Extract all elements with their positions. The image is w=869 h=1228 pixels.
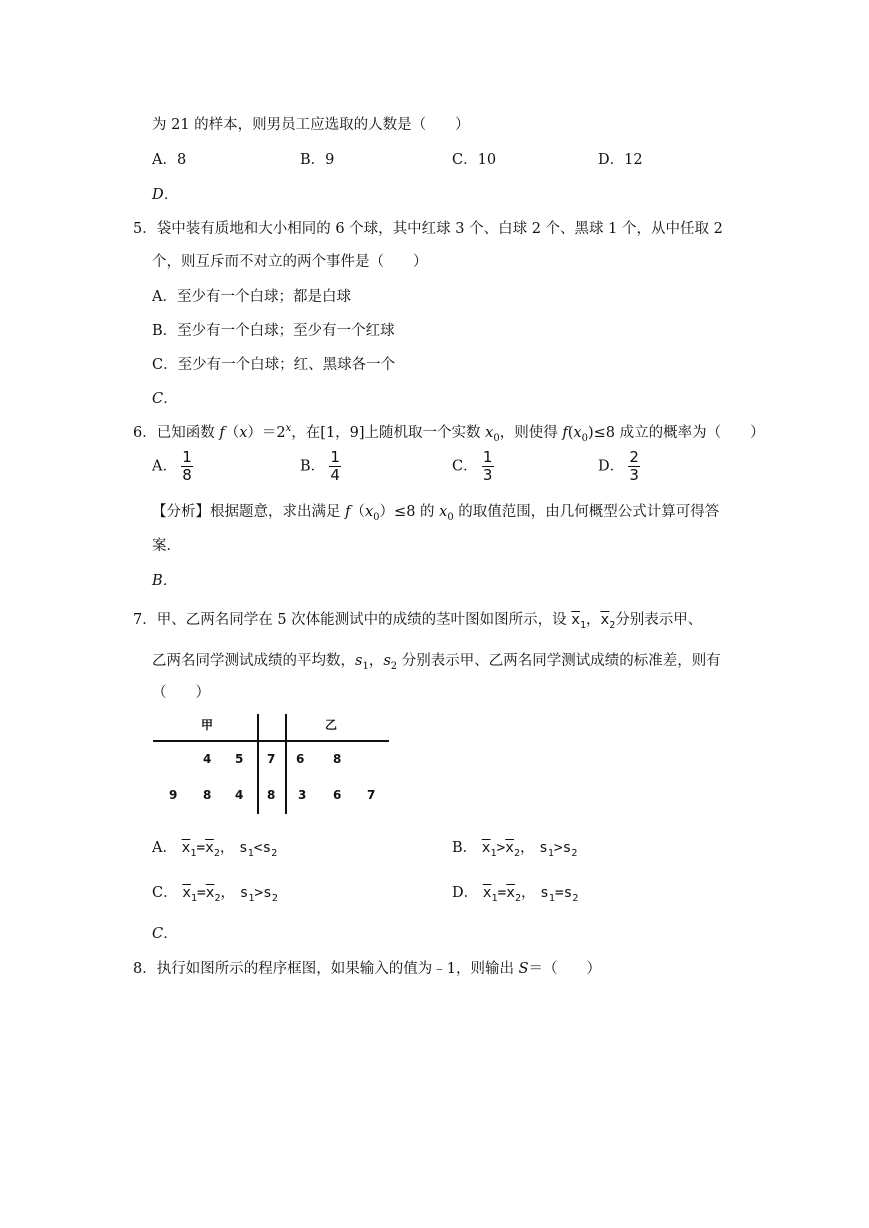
q4-option-b: B．9 bbox=[300, 152, 335, 168]
q7-option-b: B． $\overline{x}_1>\overline{x}_2$， $s_1>s_2$ bbox=[452, 840, 578, 859]
leaf-left: 9 bbox=[169, 788, 178, 802]
fraction: $\frac{1}{8}$ bbox=[182, 448, 192, 484]
stem-leaf-vertical-line bbox=[257, 714, 259, 814]
leaf-left: 4 bbox=[203, 752, 212, 766]
leaf-left: 5 bbox=[235, 752, 244, 766]
leaf-right: 6 bbox=[333, 788, 342, 802]
q6-analysis-line2: 案． bbox=[152, 538, 181, 554]
leaf-right: 7 bbox=[367, 788, 376, 802]
q4-option-a: A．8 bbox=[152, 152, 187, 168]
q5-option-b: B．至少有一个白球；至少有一个红球 bbox=[152, 323, 395, 339]
q4-option-d: D．12 bbox=[598, 152, 643, 168]
q7-option-c: C． $\overline{x}_1=\overline{x}_2$， $s_1>s_2$ bbox=[152, 885, 278, 904]
q6-option-b: B． $\frac{1}{4}$ bbox=[300, 448, 340, 484]
q7-stem-line2: 乙两名同学测试成绩的平均数，$s_1$，$s_2$ 分别表示甲、乙两名同学测试成绩的标准差，则有 bbox=[152, 653, 721, 672]
q6-option-d: D． $\frac{2}{3}$ bbox=[598, 448, 639, 484]
leaf-left: 4 bbox=[235, 788, 244, 802]
q6-option-c: C． $\frac{1}{3}$ bbox=[452, 448, 493, 484]
q5-stem-line1: 5．袋中装有质地和大小相同的 6 个球，其中红球 3 个、白球 2 个、黑球 1 个，从中任取 2 bbox=[133, 221, 723, 237]
q5-stem-line2: 个，则互斥而不对立的两个事件是（ ） bbox=[152, 254, 428, 270]
q7-stem-line1: 7．甲、乙两名同学在 5 次体能测试中的成绩的茎叶图如图所示，设 $\overline{x}_1$，$\overline{x}_2$分别表示甲、 bbox=[133, 612, 703, 631]
leaf-right: 3 bbox=[298, 788, 307, 802]
fraction: $\frac{2}{3}$ bbox=[629, 448, 639, 484]
q4-option-c: C．10 bbox=[452, 152, 497, 168]
q6-stem: 6．已知函数 $f(x)=2^x$，在[1，9]上随机取一个实数 $x_0$，则使得 $f(x_0)\le 8$ 成立的概率为（ ） bbox=[133, 423, 765, 444]
stem-leaf-header-left: 甲 bbox=[201, 718, 214, 732]
q5-option-a: A．至少有一个白球；都是白球 bbox=[152, 289, 351, 305]
leaf-right: 8 bbox=[333, 752, 342, 766]
q6-option-a: A． $\frac{1}{8}$ bbox=[152, 448, 192, 484]
stem-value: 8 bbox=[267, 788, 276, 802]
q6-analysis-line1: 【分析】根据题意，求出满足 $f(x_0)\le 8$ 的 $x_0$ 的取值范围，由几何概型公式计算可得答 bbox=[152, 504, 720, 523]
stem-leaf-horizontal-line bbox=[153, 740, 389, 742]
leaf-left: 8 bbox=[203, 788, 212, 802]
fraction: $\frac{1}{4}$ bbox=[330, 448, 340, 484]
stem-leaf-header-right: 乙 bbox=[325, 718, 338, 732]
q8-stem: 8．执行如图所示的程序框图，如果输入的值为﹣1，则输出 S＝（ ） bbox=[133, 961, 601, 977]
q7-answer: C． bbox=[152, 926, 178, 942]
leaf-right: 6 bbox=[296, 752, 305, 766]
q5-answer: C． bbox=[152, 391, 178, 407]
q4-answer: D． bbox=[152, 187, 179, 203]
stem-leaf-plot bbox=[153, 708, 393, 818]
fraction: $\frac{1}{3}$ bbox=[482, 448, 493, 484]
q4-stem-continuation: 为 21 的样本，则男员工应选取的人数是（ ） bbox=[152, 117, 470, 133]
q5-option-c: C．至少有一个白球；红、黑球各一个 bbox=[152, 357, 396, 373]
q7-stem-line3: （ ） bbox=[152, 685, 210, 701]
q7-option-a: A． $\overline{x}_1=\overline{x}_2$， $s_1<s_2$ bbox=[152, 840, 278, 859]
stem-value: 7 bbox=[267, 752, 276, 766]
stem-leaf-vertical-line bbox=[285, 714, 287, 814]
q6-answer: B． bbox=[152, 573, 178, 589]
q7-option-d: D． $\overline{x}_1=\overline{x}_2$， $s_1=s_2$ bbox=[452, 885, 579, 904]
